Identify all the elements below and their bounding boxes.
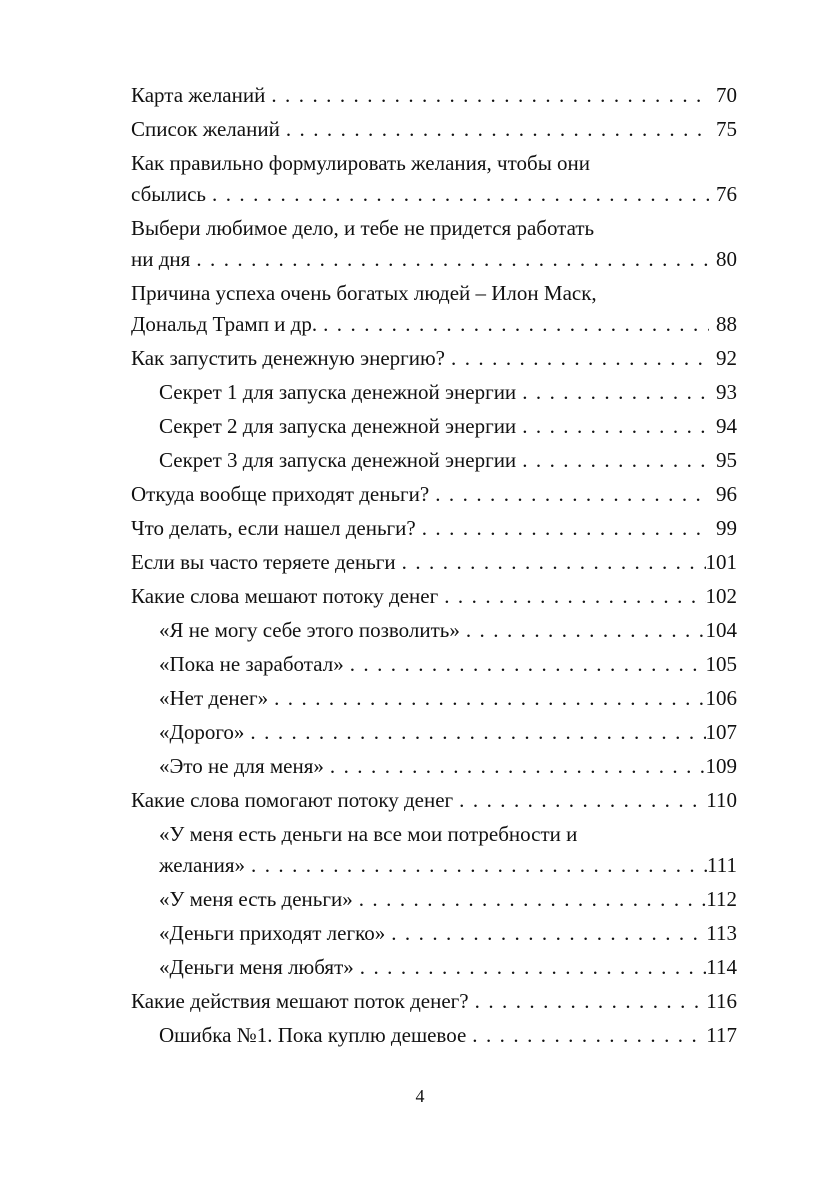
toc-entry <box>131 479 737 510</box>
toc-entry-page: 96 <box>716 482 737 506</box>
toc-entry-title: «Нет денег» <box>159 686 269 710</box>
toc-entry-row <box>159 918 737 949</box>
toc-entry <box>131 819 737 881</box>
toc-entry-row <box>159 615 737 646</box>
toc-entry-title: Список желаний <box>131 117 280 141</box>
toc-entry <box>131 884 737 915</box>
toc-entry-title: Секрет 1 для запуска денежной энергии <box>159 380 517 404</box>
toc-entry-row <box>159 952 737 983</box>
toc-entry-row <box>159 683 737 714</box>
dot-leader <box>206 179 709 210</box>
toc-entry-page: 117 <box>706 1023 737 1047</box>
toc-entry <box>131 513 737 544</box>
toc-entry <box>131 683 737 714</box>
toc-entry <box>131 918 737 949</box>
toc-entry <box>131 80 737 111</box>
dot-leader <box>244 717 705 748</box>
toc-entry-row <box>131 179 737 210</box>
toc-entry-title: «Деньги приходят легко» <box>159 921 386 945</box>
toc-entry <box>131 411 737 442</box>
toc-entry <box>131 377 737 408</box>
toc-entry-title: Карта желаний <box>131 83 266 107</box>
toc-entry <box>131 717 737 748</box>
toc-entry <box>131 343 737 374</box>
toc-entry-title: Если вы часто теряете деньги <box>131 550 396 574</box>
toc-entry <box>131 114 737 145</box>
dot-leader <box>385 918 706 949</box>
toc-entry-title: «У меня есть деньги» <box>159 887 353 911</box>
toc-entry-title: ни дня <box>131 247 191 271</box>
toc-entry-row <box>131 479 737 510</box>
toc-entry-row <box>159 751 737 782</box>
dot-leader <box>268 683 705 714</box>
toc-entry-page: 76 <box>716 182 737 206</box>
dot-leader <box>396 547 706 578</box>
toc-entry-page: 113 <box>706 921 737 945</box>
toc-entry-page: 101 <box>705 550 737 574</box>
dot-leader <box>416 513 709 544</box>
toc-entry-title: «Пока не заработал» <box>159 652 344 676</box>
toc-entry-page: 112 <box>706 887 737 911</box>
toc-entry-row <box>159 649 737 680</box>
dot-leader <box>438 581 705 612</box>
toc-entry-page: 99 <box>716 516 737 540</box>
toc-entry-row <box>131 80 737 111</box>
toc-entry <box>131 615 737 646</box>
toc-entry <box>131 952 737 983</box>
dot-leader <box>317 309 709 340</box>
dot-leader <box>469 986 707 1017</box>
toc-entry-row <box>159 1020 737 1051</box>
toc-entry-row <box>131 513 737 544</box>
toc-entry-page: 95 <box>716 448 737 472</box>
dot-leader <box>466 1020 706 1051</box>
toc-entry <box>131 785 737 816</box>
toc-entry-title-line: Причина успеха очень богатых людей – Илон Маск, <box>131 281 597 305</box>
toc-entry-title-line: «У меня есть деньги на все мои потребности и <box>159 822 578 846</box>
toc-entry-title: «Это не для меня» <box>159 754 324 778</box>
toc-entry <box>131 986 737 1017</box>
toc-entry-title: Как запустить денежную энергию? <box>131 346 446 370</box>
toc-entry-row <box>159 850 737 881</box>
toc-entry-title-line: Как правильно формулировать желания, чтобы они <box>131 151 591 175</box>
dot-leader <box>516 411 709 442</box>
dot-leader <box>453 785 706 816</box>
toc-entry-row <box>131 785 737 816</box>
dot-leader <box>280 114 709 145</box>
dot-leader <box>265 80 709 111</box>
toc-entry <box>131 649 737 680</box>
page-number: 4 <box>415 1086 425 1106</box>
dot-leader <box>445 343 709 374</box>
toc-entry <box>131 213 737 275</box>
toc-entry-title: «Я не могу себе этого позволить» <box>159 618 460 642</box>
toc-entry-page: 105 <box>705 652 737 676</box>
toc-entry-title: Ошибка №1. Пока куплю дешевое <box>159 1023 467 1047</box>
toc-entry-page: 94 <box>716 414 737 438</box>
toc-entry-title: Какие слова мешают потоку денег <box>131 584 439 608</box>
toc-entry-row <box>131 581 737 612</box>
dot-leader <box>344 649 706 680</box>
toc-entry-row <box>159 717 737 748</box>
dot-leader <box>190 244 709 275</box>
toc-entry-row <box>159 884 737 915</box>
toc-entry-page: 104 <box>705 618 737 642</box>
toc-entry <box>131 278 737 340</box>
toc-entry-row <box>131 114 737 145</box>
toc-entry-row <box>131 244 737 275</box>
toc-entry-page: 93 <box>716 380 737 404</box>
toc-entry <box>131 751 737 782</box>
toc-entry-row <box>159 377 737 408</box>
toc-entry <box>131 445 737 476</box>
toc-entry-title: «Деньги меня любят» <box>159 955 354 979</box>
dot-leader <box>245 850 707 881</box>
toc-entry-title: Дональд Трамп и др. <box>131 312 318 336</box>
toc-entry-title: Секрет 3 для запуска денежной энергии <box>159 448 517 472</box>
dot-leader <box>353 884 707 915</box>
toc-entry-page: 92 <box>716 346 737 370</box>
dot-leader <box>429 479 709 510</box>
toc-entry-row <box>131 547 737 578</box>
dot-leader <box>354 952 707 983</box>
toc-entry-row <box>131 986 737 1017</box>
toc-entry-page: 80 <box>716 247 737 271</box>
toc-entry-page: 102 <box>705 584 737 608</box>
toc-entry-page: 116 <box>706 989 737 1013</box>
toc-entry-page: 109 <box>705 754 737 778</box>
toc-entry-page: 70 <box>716 83 737 107</box>
toc-entry-title: «Дорого» <box>159 720 245 744</box>
toc-entry-title: желания» <box>159 853 245 877</box>
toc-entry <box>131 1020 737 1051</box>
toc-entry-row <box>159 445 737 476</box>
toc-entry-page: 110 <box>706 788 737 812</box>
toc-entry-title: Какие действия мешают поток денег? <box>131 989 469 1013</box>
toc-entry-title: Какие слова помогают потоку денег <box>131 788 454 812</box>
toc-entry-title: Откуда вообще приходят деньги? <box>131 482 430 506</box>
toc-entry-title: Секрет 2 для запуска денежной энергии <box>159 414 517 438</box>
dot-leader <box>516 377 709 408</box>
toc-entry-page: 75 <box>716 117 737 141</box>
toc-entry-row <box>159 411 737 442</box>
dot-leader <box>324 751 706 782</box>
toc-entry-page: 107 <box>705 720 737 744</box>
toc-entry-row <box>131 343 737 374</box>
toc-entry <box>131 581 737 612</box>
dot-leader <box>460 615 706 646</box>
table-of-contents <box>131 80 737 1054</box>
toc-entry-page: 106 <box>705 686 737 710</box>
toc-entry-title: Что делать, если нашел деньги? <box>131 516 416 540</box>
toc-entry-page: 114 <box>706 955 737 979</box>
toc-entry-page: 111 <box>707 853 737 877</box>
toc-entry <box>131 148 737 210</box>
toc-entry-title-line: Выбери любимое дело, и тебе не придется работать <box>131 216 595 240</box>
toc-entry-row <box>131 309 737 340</box>
toc-entry-title: сбылись <box>131 182 206 206</box>
dot-leader <box>516 445 709 476</box>
toc-entry <box>131 547 737 578</box>
toc-entry-page: 88 <box>716 312 737 336</box>
